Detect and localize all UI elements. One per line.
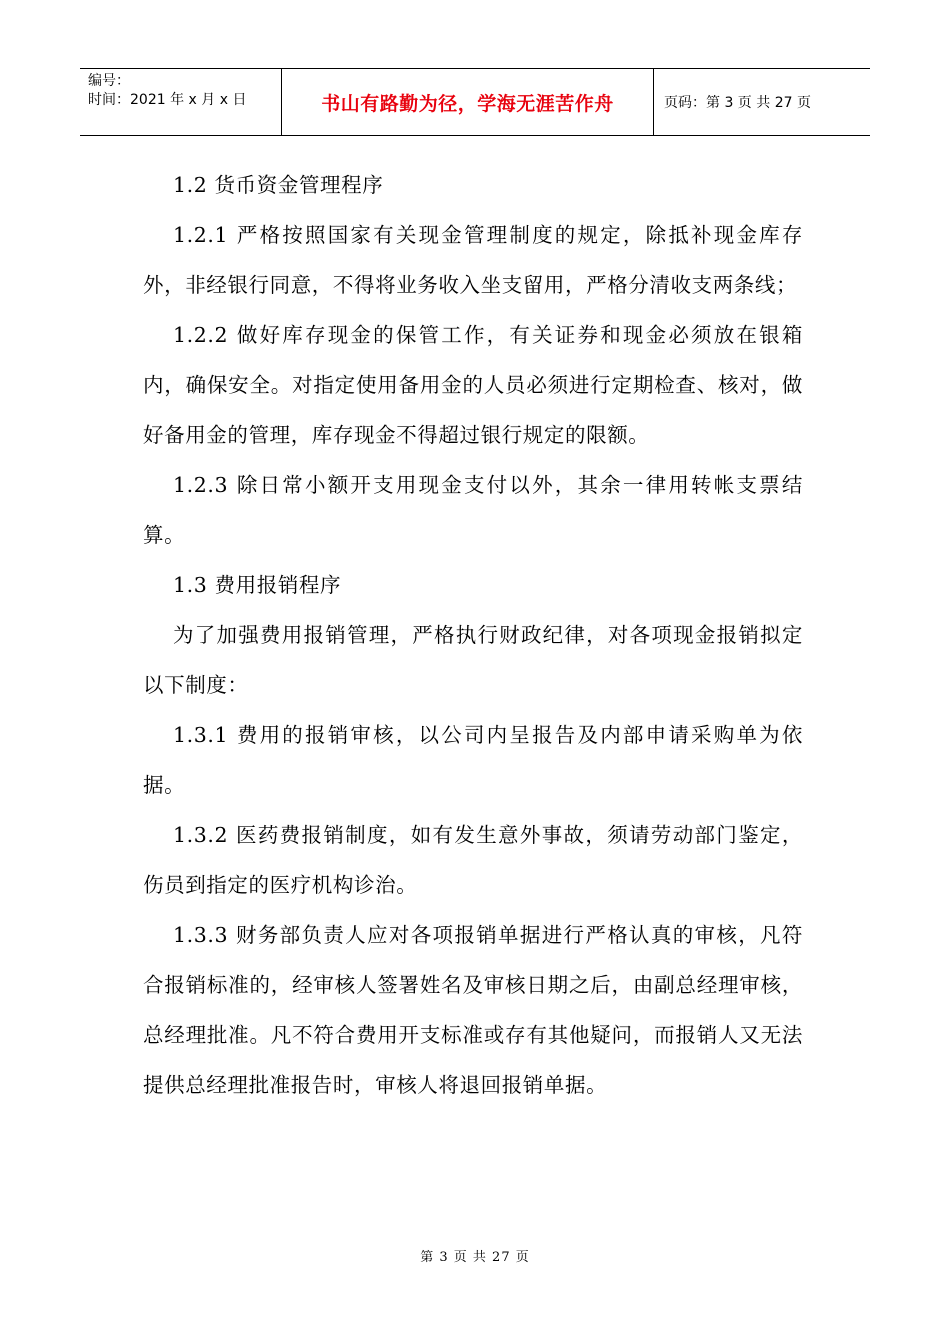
header-motto: 书山有路勤为径，学海无涯苦作舟	[321, 92, 614, 115]
page-footer: 第 3 页 共 27 页	[420, 1250, 530, 1265]
body-paragraph: 1.3.3 财务部负责人应对各项报销单据进行严格认真的审核，凡符合报销标准的，经审核人签署姓名及审核日期之后，由副总经理审核，总经理批准。凡不符合费用开支标准或存有其他疑问，而报销人又无法提供总经理批准报告时，审核人将退回报销单据。	[143, 923, 803, 1097]
document-number-label: 编号：	[88, 73, 130, 89]
section-heading: 1.2 货币资金管理程序	[173, 173, 384, 197]
section-heading: 1.3 费用报销程序	[173, 573, 342, 597]
header-page-info-cell	[654, 69, 870, 135]
body-paragraph: 1.2.3 除日常小额开支用现金支付以外，其余一律用转帐支票结算。	[143, 473, 803, 547]
header-motto-cell	[282, 69, 654, 135]
page-header	[80, 68, 870, 136]
body-paragraph: 1.3.1 费用的报销审核，以公司内呈报告及内部申请采购单为依据。	[143, 723, 803, 797]
document-date-label: 时间：2021 年 x 月 x 日	[88, 92, 247, 108]
body-paragraph: 为了加强费用报销管理，严格执行财政纪律，对各项现金报销拟定以下制度：	[143, 623, 803, 697]
header-meta	[80, 69, 282, 135]
header-page-info: 页码：第 3 页 共 27 页	[664, 95, 811, 111]
body-paragraph: 1.2.1 严格按照国家有关现金管理制度的规定，除抵补现金库存外，非经银行同意，不得将业务收入坐支留用，严格分清收支两条线；	[143, 223, 803, 297]
body-paragraph: 1.3.2 医药费报销制度，如有发生意外事故，须请劳动部门鉴定，伤员到指定的医疗机构诊治。	[143, 823, 803, 897]
body-paragraph: 1.2.2 做好库存现金的保管工作，有关证券和现金必须放在银箱内，确保安全。对指定使用备用金的人员必须进行定期检查、核对，做好备用金的管理，库存现金不得超过银行规定的限额。	[143, 323, 803, 447]
document-body	[143, 160, 803, 1110]
